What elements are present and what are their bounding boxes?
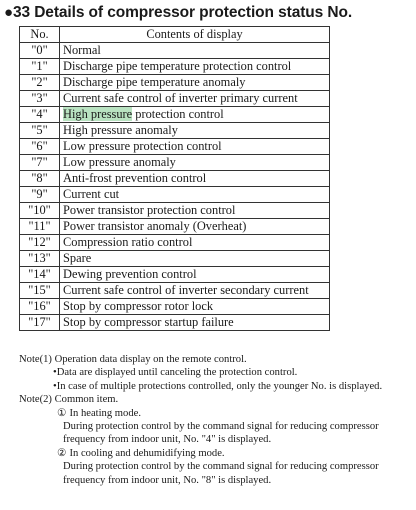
table-row	[20, 315, 330, 331]
status-description: Power transistor protection control	[60, 203, 330, 219]
table-row	[20, 139, 330, 155]
note-2-item-1-title	[19, 407, 414, 420]
status-description: Dewing prevention control	[60, 267, 330, 283]
status-description: Discharge pipe temperature protection control	[60, 59, 330, 75]
status-no: "3"	[20, 91, 60, 107]
status-no: "10"	[20, 203, 60, 219]
table-row	[20, 59, 330, 75]
status-description: Current cut	[60, 187, 330, 203]
status-description: Current safe control of inverter secondary current	[60, 283, 330, 299]
status-no: "7"	[20, 155, 60, 171]
table-row	[20, 283, 330, 299]
status-description: Stop by compressor rotor lock	[60, 299, 330, 315]
note-2-item-2-line: During protection control by the command signal for reducing compressor	[63, 461, 379, 473]
header-no: No.	[20, 27, 60, 43]
table-row	[20, 187, 330, 203]
note-1-bullet: •Data are displayed until canceling the protection control.	[53, 367, 298, 379]
table-row	[20, 235, 330, 251]
table-header-row	[20, 27, 330, 43]
item-title: In heating mode.	[69, 407, 141, 419]
table-row	[20, 203, 330, 219]
table-row	[20, 267, 330, 283]
status-description: Anti-frost prevention control	[60, 171, 330, 187]
status-no: "9"	[20, 187, 60, 203]
note-1-bullet: •In case of multiple protections controlled, only the younger No. is displayed.	[53, 380, 383, 392]
status-description: Normal	[60, 43, 330, 59]
table-row	[20, 171, 330, 187]
status-no: "15"	[20, 283, 60, 299]
status-no: "14"	[20, 267, 60, 283]
header-contents: Contents of display	[60, 27, 330, 43]
status-no: "0"	[20, 43, 60, 59]
table-row	[20, 43, 330, 59]
status-description: Compression ratio control	[60, 235, 330, 251]
status-no: "1"	[20, 59, 60, 75]
status-description: Power transistor anomaly (Overheat)	[60, 219, 330, 235]
item-title: In cooling and dehumidifying mode.	[69, 447, 225, 459]
note-1-heading: Note(1) Operation data display on the remote control.	[19, 354, 247, 365]
status-description: Low pressure protection control	[60, 139, 330, 155]
circled-one-icon: ①	[57, 407, 67, 419]
table-row	[20, 91, 330, 107]
note-2-heading: Note(2) Common item.	[19, 394, 119, 406]
note-2-item-2-title	[19, 447, 414, 460]
status-no: "16"	[20, 299, 60, 315]
status-description: Low pressure anomaly	[60, 155, 330, 171]
table-row	[20, 155, 330, 171]
note-2-item-2-line: frequency from indoor unit, No. "8" is displayed.	[63, 474, 272, 486]
highlighted-text: High pressure	[63, 107, 133, 121]
status-no: "13"	[20, 251, 60, 267]
status-description: High pressure anomaly	[60, 123, 330, 139]
status-description: Current safe control of inverter primary current	[60, 91, 330, 107]
table-row	[20, 219, 330, 235]
status-description	[60, 107, 330, 123]
table-row	[20, 123, 330, 139]
status-no: "2"	[20, 75, 60, 91]
circled-two-icon: ②	[57, 447, 67, 459]
status-no: "4"	[20, 107, 60, 123]
status-no: "11"	[20, 219, 60, 235]
table-row	[20, 107, 330, 123]
status-description: Spare	[60, 251, 330, 267]
section-title	[4, 4, 352, 22]
bullet-icon: ●	[4, 4, 13, 21]
status-no: "5"	[20, 123, 60, 139]
note-2-item-1-line: frequency from indoor unit, No. "4" is displayed.	[63, 434, 272, 446]
status-description: Stop by compressor startup failure	[60, 315, 330, 331]
section-title-text: 33 Details of compressor protection status No.	[12, 4, 353, 21]
status-no: "12"	[20, 235, 60, 251]
status-no: "8"	[20, 171, 60, 187]
status-description: Discharge pipe temperature anomaly	[60, 75, 330, 91]
status-no: "6"	[20, 139, 60, 155]
protection-status-table	[19, 26, 330, 331]
status-no: "17"	[20, 315, 60, 331]
notes-section	[19, 353, 414, 487]
table-row	[20, 299, 330, 315]
table-row	[20, 251, 330, 267]
description-rest: protection control	[132, 107, 224, 121]
note-2-item-1-line: During protection control by the command signal for reducing compressor	[63, 421, 379, 433]
table-row	[20, 75, 330, 91]
